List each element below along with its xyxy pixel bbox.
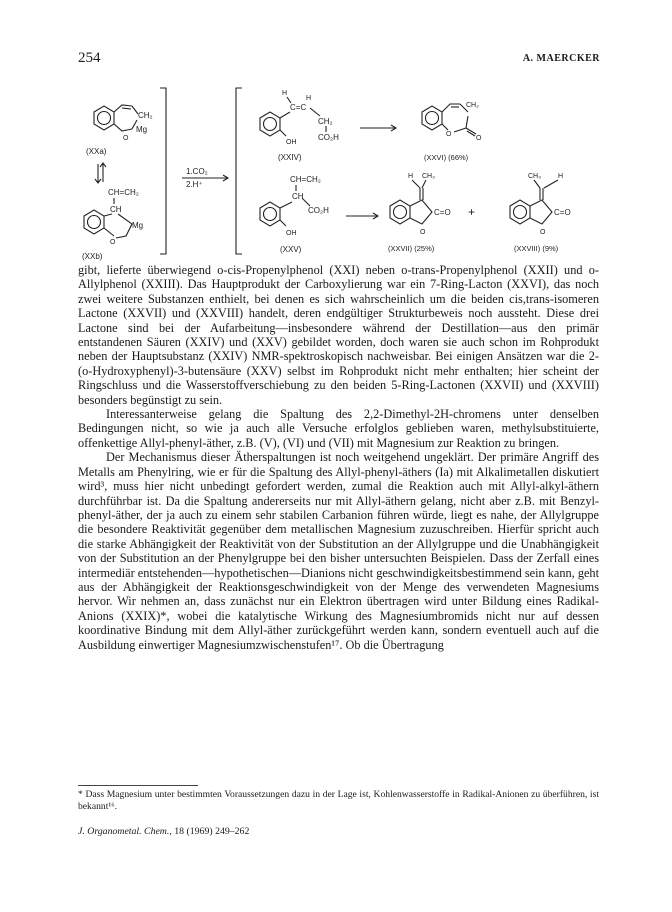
XXVI-o: O: [446, 131, 452, 138]
page-number: 254: [78, 50, 101, 66]
right-bracket: [236, 88, 242, 254]
running-head: [78, 50, 600, 70]
paragraph-1: gibt, lieferte überwiegend o-cis-Propenylphenol (XXI) neben o-trans-Propenylphenol (XXII) und o-Allylphenol (XXIII). Das Hauptprodukt der Carboxylierung war ein 7-Ring-Lacton (XXVI), das noch zwei weitere Substanzen enthielt, bei denen es sich wahrscheinlich um die beiden cis,trans-isomeren Lactone (XXVII) und (XXVIII) handelt, deren endgültiger Strukturbeweis noch aussteht. Diese drei Lactone sind bei der Aufarbeitung—insbesondere während der Destillation—aus den primär entstandenen Säuren (XXIV) und (XXV) gebildet worden, doch waren sie auch schon im Rohprodukt neben der Hauptsubstanz (XXIV) NMR-spektroskopisch nachweisbar. Bei einigen Ansätzen war die 2-(o-Hydroxyphenyl)-3-butensäure (XXV) selbst im Rohprodukt nicht mehr enthalten; hier scheint der Ringschluss und die Wasserstoffverschiebung zu den beiden 5-Ring-Lactonen (XXVII) und (XXVIII) besonders begünstigt zu sein.: [78, 263, 599, 407]
XXVIII-o: O: [540, 229, 546, 236]
XXIV-h2: H: [306, 95, 312, 102]
structure-XXV: [260, 175, 329, 254]
XXV-co2h: CO₂H: [308, 206, 329, 215]
journal-volume-pages: 18 (1969) 249–262: [174, 826, 250, 837]
XXVI-co: O: [476, 135, 482, 142]
structure-XXVII: [388, 173, 451, 253]
plus-sign: +: [468, 205, 476, 219]
XXVII-ch3: CH₃: [422, 173, 435, 180]
XXVIII-ch3: CH₃: [528, 173, 541, 180]
XXVIII-label: (XXVIII) (9%): [514, 244, 559, 253]
equilibrium-arrows: [95, 163, 106, 183]
footnote-rule: [78, 785, 198, 786]
XXb-mg-label: Mg: [132, 221, 144, 230]
reagent-arrow: [182, 167, 228, 189]
XXV-vinyl: CH=CH₂: [290, 175, 321, 184]
XXb-ch-label: CH: [110, 205, 122, 214]
XXIV-h1: H: [282, 90, 288, 97]
XXVI-label: (XXVI) (66%): [424, 153, 469, 162]
XXVII-label: (XXVII) (25%): [388, 244, 435, 253]
structure-XXa: [86, 105, 153, 156]
XXa-ch2-label: CH₂: [138, 111, 153, 120]
XXVII-h: H: [408, 173, 414, 180]
structure-XXb: [82, 188, 143, 261]
XXIV-co2h: CO₂H: [318, 133, 339, 142]
XXV-oh: OH: [286, 230, 297, 237]
XXa-mg-label: Mg: [136, 125, 148, 134]
svg-text:O: O: [110, 239, 116, 246]
XXV-ch: CH: [292, 192, 304, 201]
XXVIII-co: C=O: [554, 208, 571, 217]
reagent-step1: 1.CO₂: [186, 167, 208, 176]
journal-reference: [78, 826, 249, 837]
XXb-vinyl-label: CH=CH₂: [108, 188, 139, 197]
journal-name: J. Organometal. Chem.,: [78, 826, 172, 837]
XXIV-ch2: CH₂: [318, 117, 333, 126]
reaction-scheme-drawing: [70, 78, 610, 274]
XXVII-co: C=O: [434, 208, 451, 217]
XXb-label: (XXb): [82, 252, 103, 261]
XXVI-ch2: CH₂: [466, 102, 479, 109]
reagent-step2: 2.H⁺: [186, 180, 203, 189]
body-text: [78, 263, 599, 652]
structure-XXVI: [422, 102, 482, 162]
reaction-scheme: [70, 78, 610, 274]
XXIV-oh: OH: [286, 139, 297, 146]
running-head-author: A. MAERCKER: [522, 53, 600, 64]
XXIV-label: (XXIV): [278, 153, 302, 162]
XXVIII-h: H: [558, 173, 564, 180]
paragraph-2: Interessanterweise gelang die Spaltung des 2,2-Dimethyl-2H-chromens unter denselben Bedingungen nicht, so wie ja auch alle Versuche erfolglos geblieben waren, methylsubstituierte, offenkettige Allyl-phenyl-äther, z.B. (V), (VI) und (VII) mit Magnesium zur Reaktion zu bringen.: [78, 407, 599, 450]
structure-XXVIII: [510, 173, 571, 253]
structure-XXIV: [260, 90, 339, 162]
XXIV-cc: C=C: [290, 103, 307, 112]
XXV-label: (XXV): [280, 245, 302, 254]
paragraph-3: Der Mechanismus dieser Ätherspaltungen ist noch weitgehend ungeklärt. Der primäre Angriff des Metalls am Phenylring, wie er für die Spaltung des Allyl-phenyl-äthers (Ia) mit Alkalimetallen diskutiert wird³, muss hier nicht unbedingt gefordert werden, zumal die Reaktion auch mit Allyl-alkyl-äthern durchführbar ist. Da die Spaltung andererseits nur mit Allyl-äthern gelang, nicht aber z.B. mit Benzyl-phenyl-äther, der ja auch zu einem sehr stabilen Carbanion führen würde, liegt es nahe, der Allylgruppe die besondere Reaktivität gegenüber dem metallischen Magnesium zuzuschreiben. Hierfür spricht auch die starke Abhängigkeit der Reaktivität von der Substitution an der Allylgruppe und die Unabhängigkeit von der Substitution an der Phenylgruppe bei den bisher untersuchten Beispielen. Dass der Zerfall eines intermediär entstehenden—hypothetischen—Dianions nicht geschwindigkeitsbestimmend sein kann, geht aus der Abhängigkeit der Reaktionsgeschwindigkeit von der Menge des verwendeten Magnesiums hervor. Wir nehmen an, dass zunächst nur ein Elektron übertragen wird unter Bildung eines Radikal-Anions (XXIX)*, wobei die katalytische Wirkung des Magnesiumbromids nicht nur auf dessen koordinative Bindung mit dem Allyl-äther zurückgeführt werden kann, sondern eventuell auch auf die Ausbildung einwertiger Magnesiumzwischenstufen¹⁷. Ob die Übertragung: [78, 450, 599, 652]
XXVII-o: O: [420, 229, 426, 236]
footnote: * Dass Magnesium unter bestimmten Voraussetzungen dazu in der Lage ist, Kohlenwasserstoffe in Radikal-Anionen zu überführen, ist bekannt¹⁶.: [78, 789, 599, 812]
svg-text:O: O: [123, 135, 129, 142]
left-bracket: [160, 88, 166, 254]
XXa-label: (XXa): [86, 147, 107, 156]
